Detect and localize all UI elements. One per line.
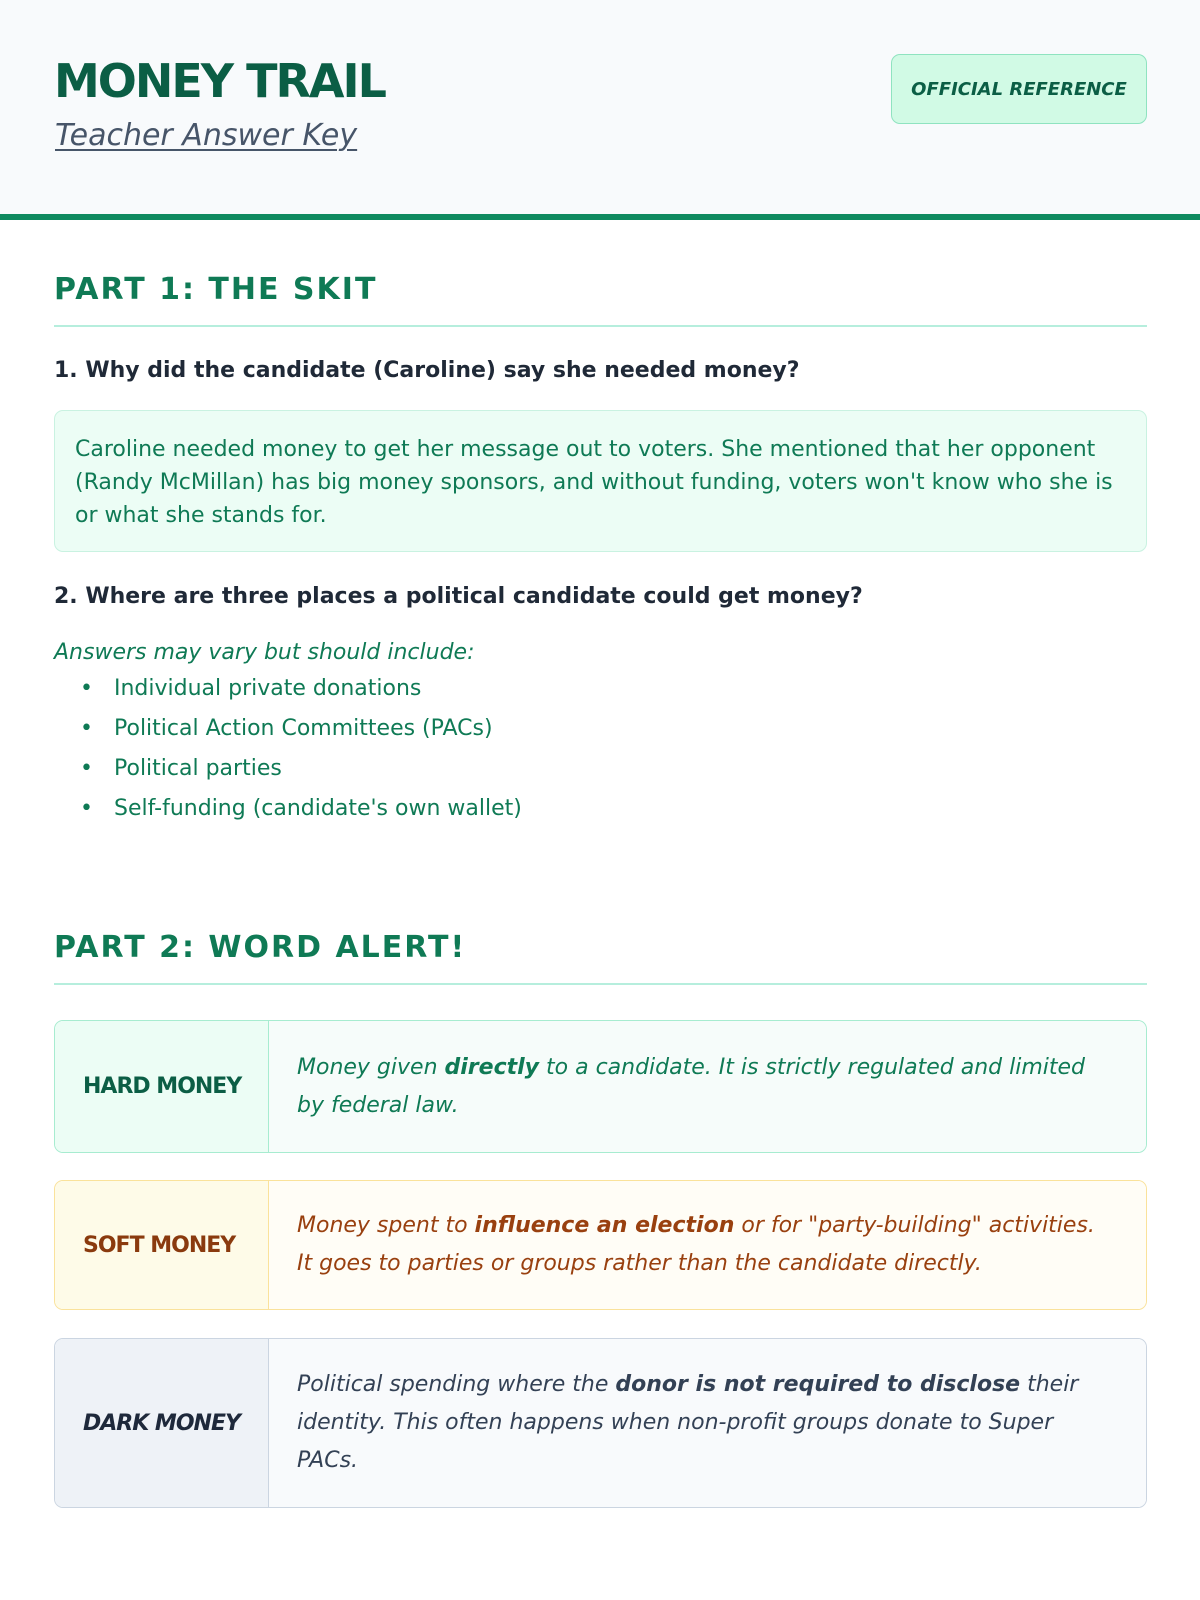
question-2: 2. Where are three places a political candidate could get money? <box>54 584 863 609</box>
page-title: MONEY TRAIL <box>54 54 385 108</box>
list-item: • Political Action Committees (PACs) <box>80 712 522 752</box>
bullet-icon: • <box>80 756 93 781</box>
term-card-hard-money <box>54 1020 1147 1153</box>
part2-heading: PART 2: WORD ALERT! <box>54 930 1147 985</box>
bullet-icon: • <box>80 716 93 741</box>
term-card-soft-money <box>54 1180 1147 1310</box>
question-1: 1. Why did the candidate (Caroline) say she needed money? <box>54 358 800 383</box>
list-item: • Individual private donations <box>80 672 522 712</box>
term-card-dark-money <box>54 1338 1147 1508</box>
header <box>0 0 1200 220</box>
bullet-icon: • <box>80 796 93 821</box>
part1-heading: PART 1: THE SKIT <box>54 272 1147 327</box>
answer-list <box>80 672 522 832</box>
list-item: • Political parties <box>80 752 522 792</box>
page-subtitle: Teacher Answer Key <box>55 118 358 153</box>
term-label-soft-money: SOFT MONEY <box>55 1181 269 1309</box>
answer-hint: Answers may vary but should include: <box>54 640 475 665</box>
answer-1-box: Caroline needed money to get her message out to voters. She mentioned that her opponent (Randy McMillan) has big money sponsors, and without funding, voters won't know who she is or what she stands for. <box>54 410 1147 552</box>
term-definition-hard-money: Money given directly to a candidate. It is strictly regulated and limited by federal law. <box>269 1021 1146 1152</box>
term-label-hard-money: HARD MONEY <box>55 1021 269 1152</box>
term-label-dark-money: DARK MONEY <box>55 1339 269 1507</box>
term-definition-soft-money: Money spent to influence an election or for "party-building" activities. It goes to parties or groups rather than the candidate directly. <box>269 1181 1146 1309</box>
bullet-icon: • <box>80 676 93 701</box>
term-definition-dark-money: Political spending where the donor is not required to disclose their identity. This often happens when non-profit groups donate to Super PACs. <box>269 1339 1146 1507</box>
list-item: • Self-funding (candidate's own wallet) <box>80 792 522 832</box>
official-reference-badge: OFFICIAL REFERENCE <box>891 54 1147 124</box>
